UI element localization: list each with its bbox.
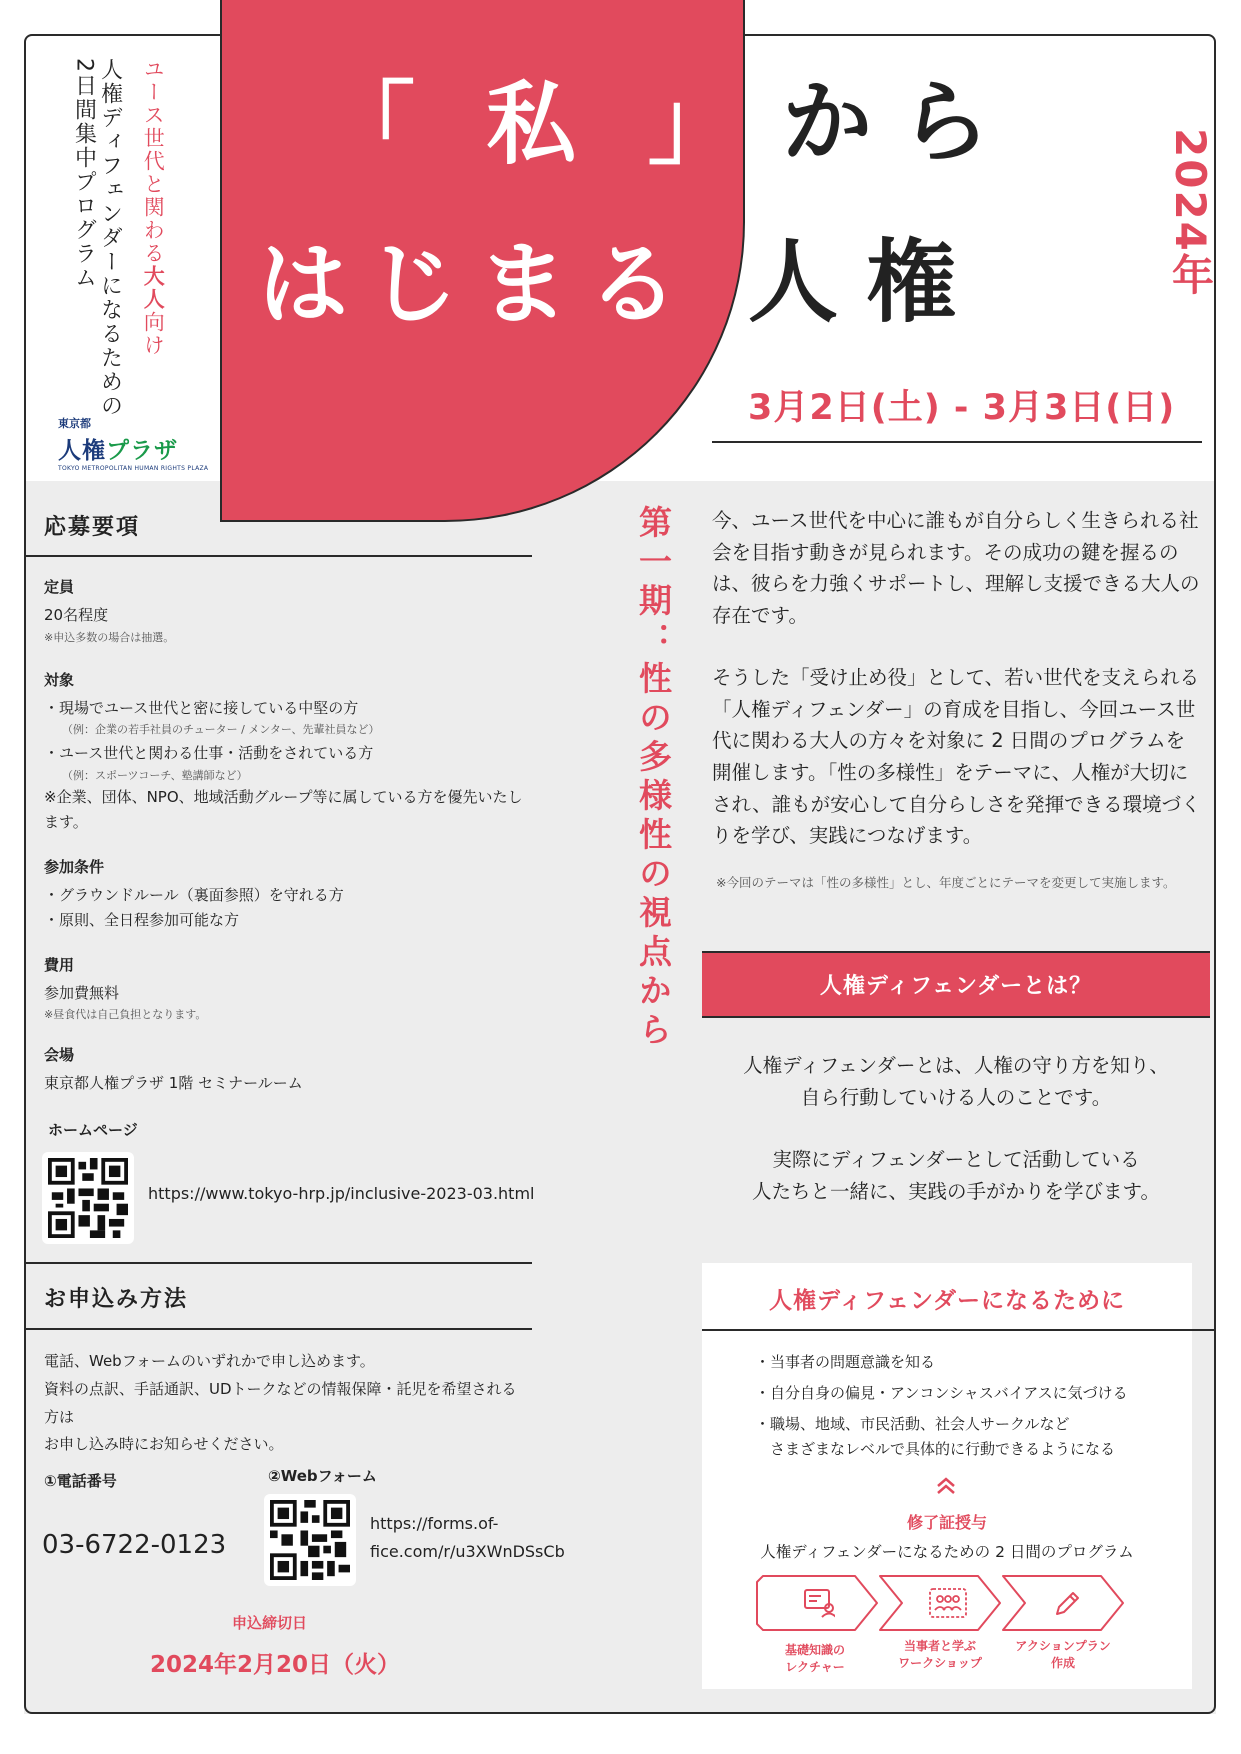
title-line2-dark: 人権 xyxy=(748,230,984,335)
title-line1-dark: から xyxy=(782,70,1018,175)
qr-code-icon xyxy=(48,1158,128,1238)
become-title: 人権ディフェンダーになるために xyxy=(768,1288,1126,1314)
step-workshop-label: 当事者と学ぶ ワークショップ xyxy=(898,1639,982,1671)
list-item: さまざまなレベルで具体的に行動できるようになる xyxy=(755,1439,1116,1458)
divider xyxy=(24,1262,532,1264)
become-list xyxy=(755,1350,1128,1462)
chevron-up-icon xyxy=(935,1476,957,1500)
homepage-label: ホームページ xyxy=(48,1120,138,1139)
target-label: 対象 xyxy=(44,670,75,689)
certificate-label: 修了証授与 xyxy=(906,1513,987,1532)
intro-text xyxy=(712,505,1202,883)
title-line2-white: はじまる xyxy=(258,232,698,337)
fee-note: ※昼食代は自己負担となります。 xyxy=(44,1008,207,1021)
step-lecture xyxy=(755,1574,880,1636)
event-dates: 3月2日(土) - 3月3日(日) xyxy=(748,388,1176,428)
condition-item: ・グラウンドルール（裏面参照）を守れる方 xyxy=(44,885,344,904)
phone-number[interactable]: 03-6722-0123 xyxy=(42,1530,227,1560)
application-details xyxy=(44,576,524,1140)
target-example: （例：スポーツコーチ、塾講師など） xyxy=(62,768,248,782)
date-underline xyxy=(712,441,1202,443)
capacity-value: 20名程度 xyxy=(44,606,109,624)
list-item: ・自分自身の偏見・アンコンシャスバイアスに気づける xyxy=(755,1383,1128,1402)
web-form-label: ②Webフォーム xyxy=(268,1467,377,1485)
group-icon xyxy=(928,1587,968,1619)
fee-value: 参加費無料 xyxy=(44,983,120,1002)
subtitle-audience: ユース世代と関わる大人向け xyxy=(141,58,166,357)
condition-label: 参加条件 xyxy=(44,857,105,876)
target-example: （例：企業の若手社員のチューター / メンター、先輩社員など） xyxy=(62,723,380,736)
deadline-label: 申込締切日 xyxy=(232,1614,308,1632)
definition-title: 人権ディフェンダーとは？ xyxy=(702,951,1210,1018)
target-item: ・現場でユース世代と密に接している中堅の方 xyxy=(44,698,359,717)
period-vertical-title: 第一期：性の多様性の視点から xyxy=(634,505,673,1051)
step-lecture-label: 基礎知識の レクチャー xyxy=(784,1643,845,1675)
list-item: ・職場、地域、市民活動、社会人サークルなど xyxy=(755,1414,1070,1433)
divider xyxy=(24,1328,532,1330)
title-line1-white: 「 私 」 xyxy=(325,72,758,177)
application-title: 応募要項 xyxy=(44,515,141,540)
intro-paragraph: 今、ユース世代を中心に誰もが自分らしく生きられる社会を目指す動きが見られます。その成功の鍵を握るのは、彼らを力強くサポートし、理解し支援できる大人の存在です。 xyxy=(712,509,1200,627)
divider xyxy=(24,555,532,557)
intro-note: ※今回のテーマは「性の多様性」とし、年度ごとにテーマを変更して実施します。 xyxy=(716,875,1176,890)
phone-label: ①電話番号 xyxy=(44,1472,117,1490)
apply-method-title: お申込み方法 xyxy=(44,1287,189,1312)
homepage-url[interactable]: https://www.tokyo-hrp.jp/inclusive-2023-03.html xyxy=(148,1184,535,1203)
capacity-label: 定員 xyxy=(44,578,75,596)
divider xyxy=(702,1329,1216,1331)
homepage-qr-code[interactable] xyxy=(42,1152,134,1244)
step-workshop xyxy=(878,1574,1003,1636)
pencil-icon xyxy=(1053,1588,1083,1618)
capacity-note: ※申込多数の場合は抽選。 xyxy=(44,630,175,644)
intro-paragraph: そうした「受け止め役」として、若い世代を支えられる「人権ディフェンダー」の育成を目指し、今回ユース世代に関わる大人の方々を対象に 2 日間のプログラムを開催します。「性の多様性」をテーマに、人権が大切にされ、誰もが安心して自分らしさを発揮できる環境づくりを学び、実践につなげます。 xyxy=(712,666,1201,848)
organization-logo: 東京都 人権プラザ TOKYO METROPOLITAN HUMAN RIGHTS PLAZA xyxy=(58,417,209,472)
step-action-plan xyxy=(1001,1574,1126,1636)
list-item: ・当事者の問題意識を知る xyxy=(755,1353,936,1371)
qr-code-icon xyxy=(270,1500,350,1580)
target-item: ・ユース世代と関わる仕事・活動をされている方 xyxy=(44,744,374,762)
year-label: 2024年 xyxy=(1166,128,1215,297)
venue-value: 東京都人権プラザ 1階 セミナールーム xyxy=(44,1074,303,1092)
program-label: 人権ディフェンダーになるための 2 日間のプログラム xyxy=(760,1543,1134,1561)
web-form-url[interactable]: https://forms.of- fice.com/r/u3XWnDSsCb xyxy=(370,1514,565,1561)
lecture-icon xyxy=(803,1588,835,1618)
definition-text: 人権ディフェンダーとは、人権の守り方を知り、 自ら行動していける人のことです。 実際にディフェンダーとして活動している 人たちと一緒に、実践の手がかりを学びます。 xyxy=(743,1054,1169,1203)
apply-method-text: 電話、Webフォームのいずれかで申し込めます。 資料の点訳、手話通訳、UDトークなどの情報保障・託児を希望される方は お申し込み時にお知らせください。 xyxy=(44,1352,517,1454)
subtitle-duration: 2日間集中プログラム xyxy=(71,58,97,290)
step-action-plan-label: アクションプラン 作成 xyxy=(1015,1639,1111,1671)
web-form-qr-code[interactable] xyxy=(264,1494,356,1586)
condition-item: ・原則、全日程参加可能な方 xyxy=(44,911,240,929)
deadline-value: 2024年2月20日（火） xyxy=(150,1652,401,1678)
target-note: ※企業、団体、NPO、地域活動グループ等に属している方を優先いたします。 xyxy=(44,787,523,831)
subtitle-program: 人権ディフェンダーになるための xyxy=(97,58,123,418)
fee-label: 費用 xyxy=(44,955,75,974)
venue-label: 会場 xyxy=(44,1046,75,1064)
